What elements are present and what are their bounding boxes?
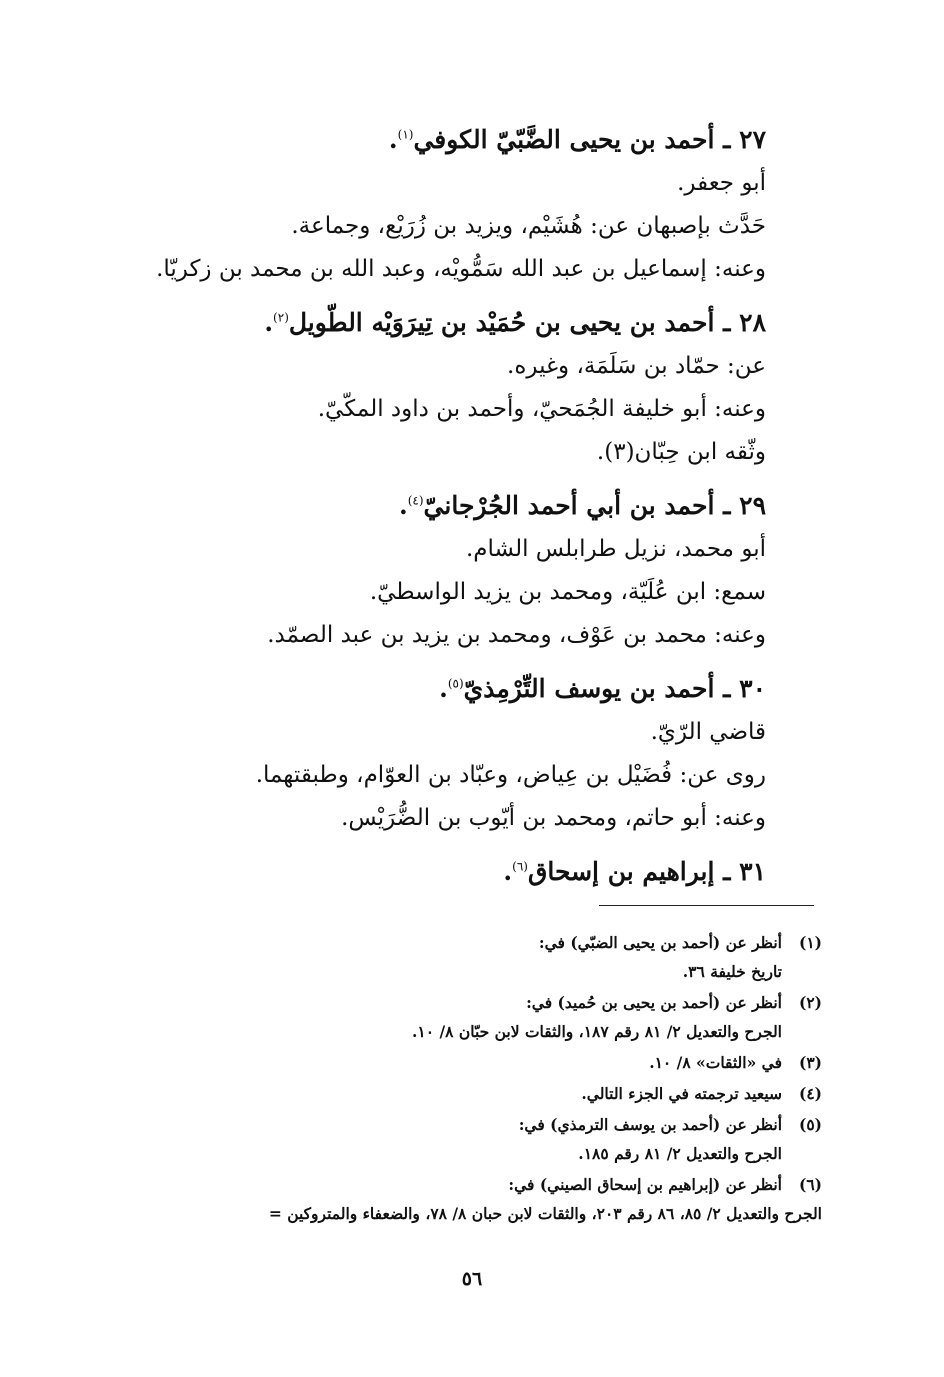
footnote-body (122, 1079, 782, 1108)
footnote-4 (122, 1079, 822, 1108)
footnote-number: (٦) (798, 1175, 822, 1194)
footnote-1 (122, 928, 822, 986)
entry-title: ٣٠ ـ أحمد بن يوسف التِّرْمِذيّ (463, 674, 766, 703)
footnote-number: (١) (798, 933, 822, 952)
footnote-text: أنظر عن (أحمد بن يحيى الضبّي) في: (538, 933, 782, 952)
footnote-body (122, 1110, 782, 1168)
footnote-text: أنظر عن (إبراهيم بن إسحاق الصيني) في: (508, 1175, 782, 1194)
footnote-number: (٥) (798, 1115, 822, 1134)
footnote-text: الجرح والتعديل ٢/ ٨٥، ٨٦ رقم ٢٠٣، والثقات لابن حبان ٨/ ٧٨، والضعفاء والمتروكين = (268, 1204, 822, 1223)
footnote-text: أنظر عن (أحمد بن يحيى بن حُميد) في: (526, 993, 782, 1012)
entry-heading (156, 118, 766, 162)
entry-line: وعنه: أبو خليفة الجُمَحيّ، وأحمد بن داود المكّيّ. (317, 396, 766, 422)
heading-punctuation: . (503, 857, 513, 886)
entry-heading (156, 301, 766, 345)
entry-heading (156, 484, 766, 528)
footnote-text: سيعيد ترجمته في الجزء التالي. (581, 1084, 782, 1103)
entry-line: وعنه: إسماعيل بن عبد الله سَمُّويْه، وعبد الله بن محمد بن زكريّا. (156, 256, 766, 282)
footnote-ref[interactable]: (٢) (273, 310, 289, 325)
footnote-ref[interactable]: (٤) (407, 493, 424, 508)
footnote-number: (٤) (798, 1084, 822, 1103)
footnote-number: (٣) (798, 1053, 822, 1072)
entry-line: حَدَّث بإصبهان عن: هُشَيْم، ويزيد بن زُرَيْع، وجماعة. (291, 213, 766, 239)
footnote-body (122, 1048, 782, 1077)
biography-entries (156, 118, 766, 894)
entry-31 (156, 850, 766, 894)
heading-punctuation: . (388, 125, 398, 154)
entry-line: وعنه: محمد بن عَوْف، ومحمد بن يزيد بن عبد الصمّد. (267, 622, 766, 648)
entry-title: ٢٨ ـ أحمد بن يحيى بن حُمَيْد بن تِيرَوَيْه الطّويل (288, 308, 766, 337)
footnote-ref[interactable]: (١) (397, 127, 414, 142)
entry-line: سمع: ابن عُلَيّة، ومحمد بن يزيد الواسطيّ. (369, 579, 766, 605)
entry-line: عن: حمّاد بن سَلَمَة، وغيره. (507, 353, 766, 379)
entry-line: وثّقه ابن حِبّان(٣). (596, 439, 766, 465)
entry-line: وعنه: أبو حاتم، ومحمد بن أيّوب بن الضُّرَيْس. (341, 805, 766, 831)
entry-30 (156, 667, 766, 840)
footnote-separator (599, 905, 814, 906)
entry-line: أبو جعفر. (677, 170, 766, 196)
footnote-text: أنظر عن (أحمد بن يوسف الترمذي) في: (518, 1115, 782, 1134)
entry-line: قاضي الرّيّ. (650, 719, 766, 745)
footnote-body (122, 928, 782, 986)
footnote-ref[interactable]: (٦) (512, 859, 528, 874)
heading-punctuation: . (439, 674, 448, 703)
entry-29 (156, 484, 766, 657)
footnote-2 (122, 988, 822, 1046)
footnote-body (122, 988, 782, 1046)
footnote-text: تاريخ خليفة ٣٦. (682, 962, 782, 981)
entry-title: ٢٧ ـ أحمد بن يحيى الضَّبّيّ الكوفي (413, 125, 766, 154)
entry-heading (156, 667, 766, 711)
footnote-3 (122, 1048, 822, 1077)
heading-punctuation: . (399, 491, 408, 520)
entry-title: ٣١ ـ إبراهيم بن إسحاق (527, 857, 766, 886)
page-number: ٥٦ (461, 1268, 483, 1290)
entry-title: ٢٩ ـ أحمد بن أبي أحمد الجُرْجانيّ (423, 491, 766, 520)
footnotes (122, 928, 822, 1228)
entry-heading (156, 850, 766, 894)
footnote-6 (122, 1170, 822, 1228)
footnote-ref[interactable]: (٥) (447, 676, 464, 691)
footnote-text: الجرح والتعديل ٢/ ٨١ رقم ١٨٧، والثقات لابن حبّان ٨/ ١٠. (411, 1022, 782, 1041)
footnote-body (122, 1170, 822, 1228)
footnote-text: الجرح والتعديل ٢/ ٨١ رقم ١٨٥. (578, 1144, 782, 1163)
footnote-text: في «الثقات» ٨/ ١٠. (649, 1053, 782, 1072)
entry-28 (156, 301, 766, 474)
footnote-5 (122, 1110, 822, 1168)
entry-line: روى عن: فُضَيْل بن عِياض، وعبّاد بن العوّام، وطبقتهما. (255, 762, 766, 788)
entry-27 (156, 118, 766, 291)
footnote-number: (٢) (798, 993, 822, 1012)
heading-punctuation: . (264, 308, 274, 337)
entry-line: أبو محمد، نزيل طرابلس الشام. (466, 536, 766, 562)
